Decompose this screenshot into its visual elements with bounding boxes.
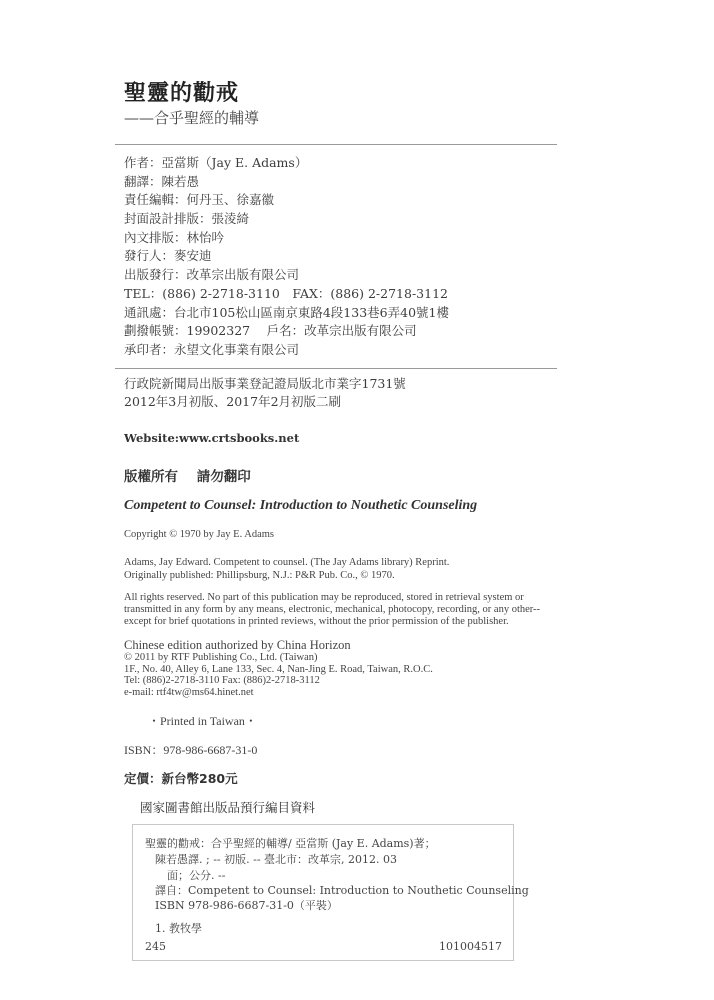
credit-tel-fax: TEL：(886) 2-2718-3110 FAX：(886) 2-2718-3112: [124, 285, 448, 301]
cip-line: 聖靈的勸戒：合乎聖經的輔導/ 亞當斯 (Jay E. Adams)著；: [145, 837, 436, 850]
book-title: 聖靈的勸戒: [124, 80, 240, 106]
english-cip-line: Adams, Jay Edward. Competent to counsel. (The Jay Adams library) Reprint.: [124, 557, 450, 568]
credit-editors: 責任編輯：何丹玉、徐嘉徽: [124, 192, 275, 208]
english-cip-line: Originally published: Phillipsburg, N.J.: P&R Pub. Co., © 1970.: [124, 569, 395, 581]
all-rights-line: except for brief quotations in printed reviews, without the prior permission of the publisher.: [124, 615, 509, 627]
cip-title: 國家圖書館出版品預行編目資料: [140, 800, 316, 815]
credit-publisher: 出版發行：改革宗出版有限公司: [124, 267, 300, 283]
price-line: 定價：新台幣280元: [124, 771, 238, 786]
credit-printer: 承印者：永望文化事業有限公司: [124, 341, 300, 357]
isbn-line: ISBN：978-986-6687-31-0: [124, 743, 258, 757]
all-rights-line: transmitted in any form by any means, electronic, mechanical, photocopy, recording, or any other--: [124, 603, 541, 615]
english-cip-block: [124, 557, 449, 582]
chinese-edition-line: 1F., No. 40, Alley 6, Lane 133, Sec. 4, Nan-Jing E. Road, Taiwan, R.O.C.: [124, 663, 433, 675]
chinese-edition-heading: Chinese edition authorized by China Horizon: [124, 638, 351, 652]
cip-line: 陳若愚譯. ; -- 初版. -- 臺北市：改革宗, 2012. 03: [155, 853, 398, 866]
chinese-edition-line: Tel: (886)2-2718-3110 Fax: (886)2-2718-3112: [124, 675, 320, 686]
divider-top: [115, 144, 557, 145]
chinese-edition-block: [124, 639, 433, 698]
credit-postal-account: 劃撥帳號：19902327 戶名：改革宗出版有限公司: [124, 323, 417, 339]
registration-license: 行政院新聞局出版事業登記證局版北市業字1731號: [124, 376, 406, 391]
registration-block: [124, 375, 406, 410]
registration-editions: 2012年3月初版、2017年2月初版二刷: [124, 393, 342, 409]
english-title: Competent to Counsel: Introduction to Nouthetic Counseling: [124, 498, 478, 513]
credit-interior-layout: 內文排版：林怡吟: [124, 229, 225, 245]
credit-cover-design: 封面設計排版：張淩綺: [124, 211, 250, 227]
cip-subject: 1. 教牧學: [155, 922, 202, 935]
printed-in-taiwan: ・Printed in Taiwan・: [148, 714, 257, 728]
divider-middle: [115, 368, 557, 369]
chinese-edition-line: e-mail: rtf4tw@ms64.hinet.net: [124, 686, 254, 698]
credit-translator: 翻譯：陳若愚: [124, 173, 200, 189]
credits-block: [124, 154, 449, 360]
book-subtitle: ——合乎聖經的輔導: [124, 109, 260, 127]
website-link[interactable]: Website:www.crtsbooks.net: [124, 431, 300, 445]
credit-publisher-person: 發行人：麥安迪: [124, 248, 212, 264]
all-rights-line: All rights reserved. No part of this publication may be reproduced, stored in retrieval system or: [124, 592, 524, 603]
cip-class-number: 245: [145, 940, 166, 953]
credit-author: 作者：亞當斯（Jay E. Adams）: [124, 155, 308, 170]
cip-record-box: [132, 824, 529, 961]
cip-record-number: 101004517: [439, 940, 502, 953]
credit-address: 通訊處：台北市105松山區南京東路4段133巷6弄40號1樓: [124, 304, 449, 320]
cip-line: ISBN 978-986-6687-31-0（平裝）: [155, 899, 338, 912]
all-rights-block: [124, 592, 540, 627]
cip-line: 譯自：Competent to Counsel: Introduction to Nouthetic Counseling: [155, 884, 529, 897]
cip-line: 面；公分. --: [167, 869, 226, 882]
copyright-line: Copyright © 1970 by Jay E. Adams: [124, 529, 275, 540]
rights-reserved-cn: 版權所有 請勿翻印: [124, 469, 251, 485]
chinese-edition-line: © 2011 by RTF Publishing Co., Ltd. (Taiwan): [124, 652, 318, 663]
